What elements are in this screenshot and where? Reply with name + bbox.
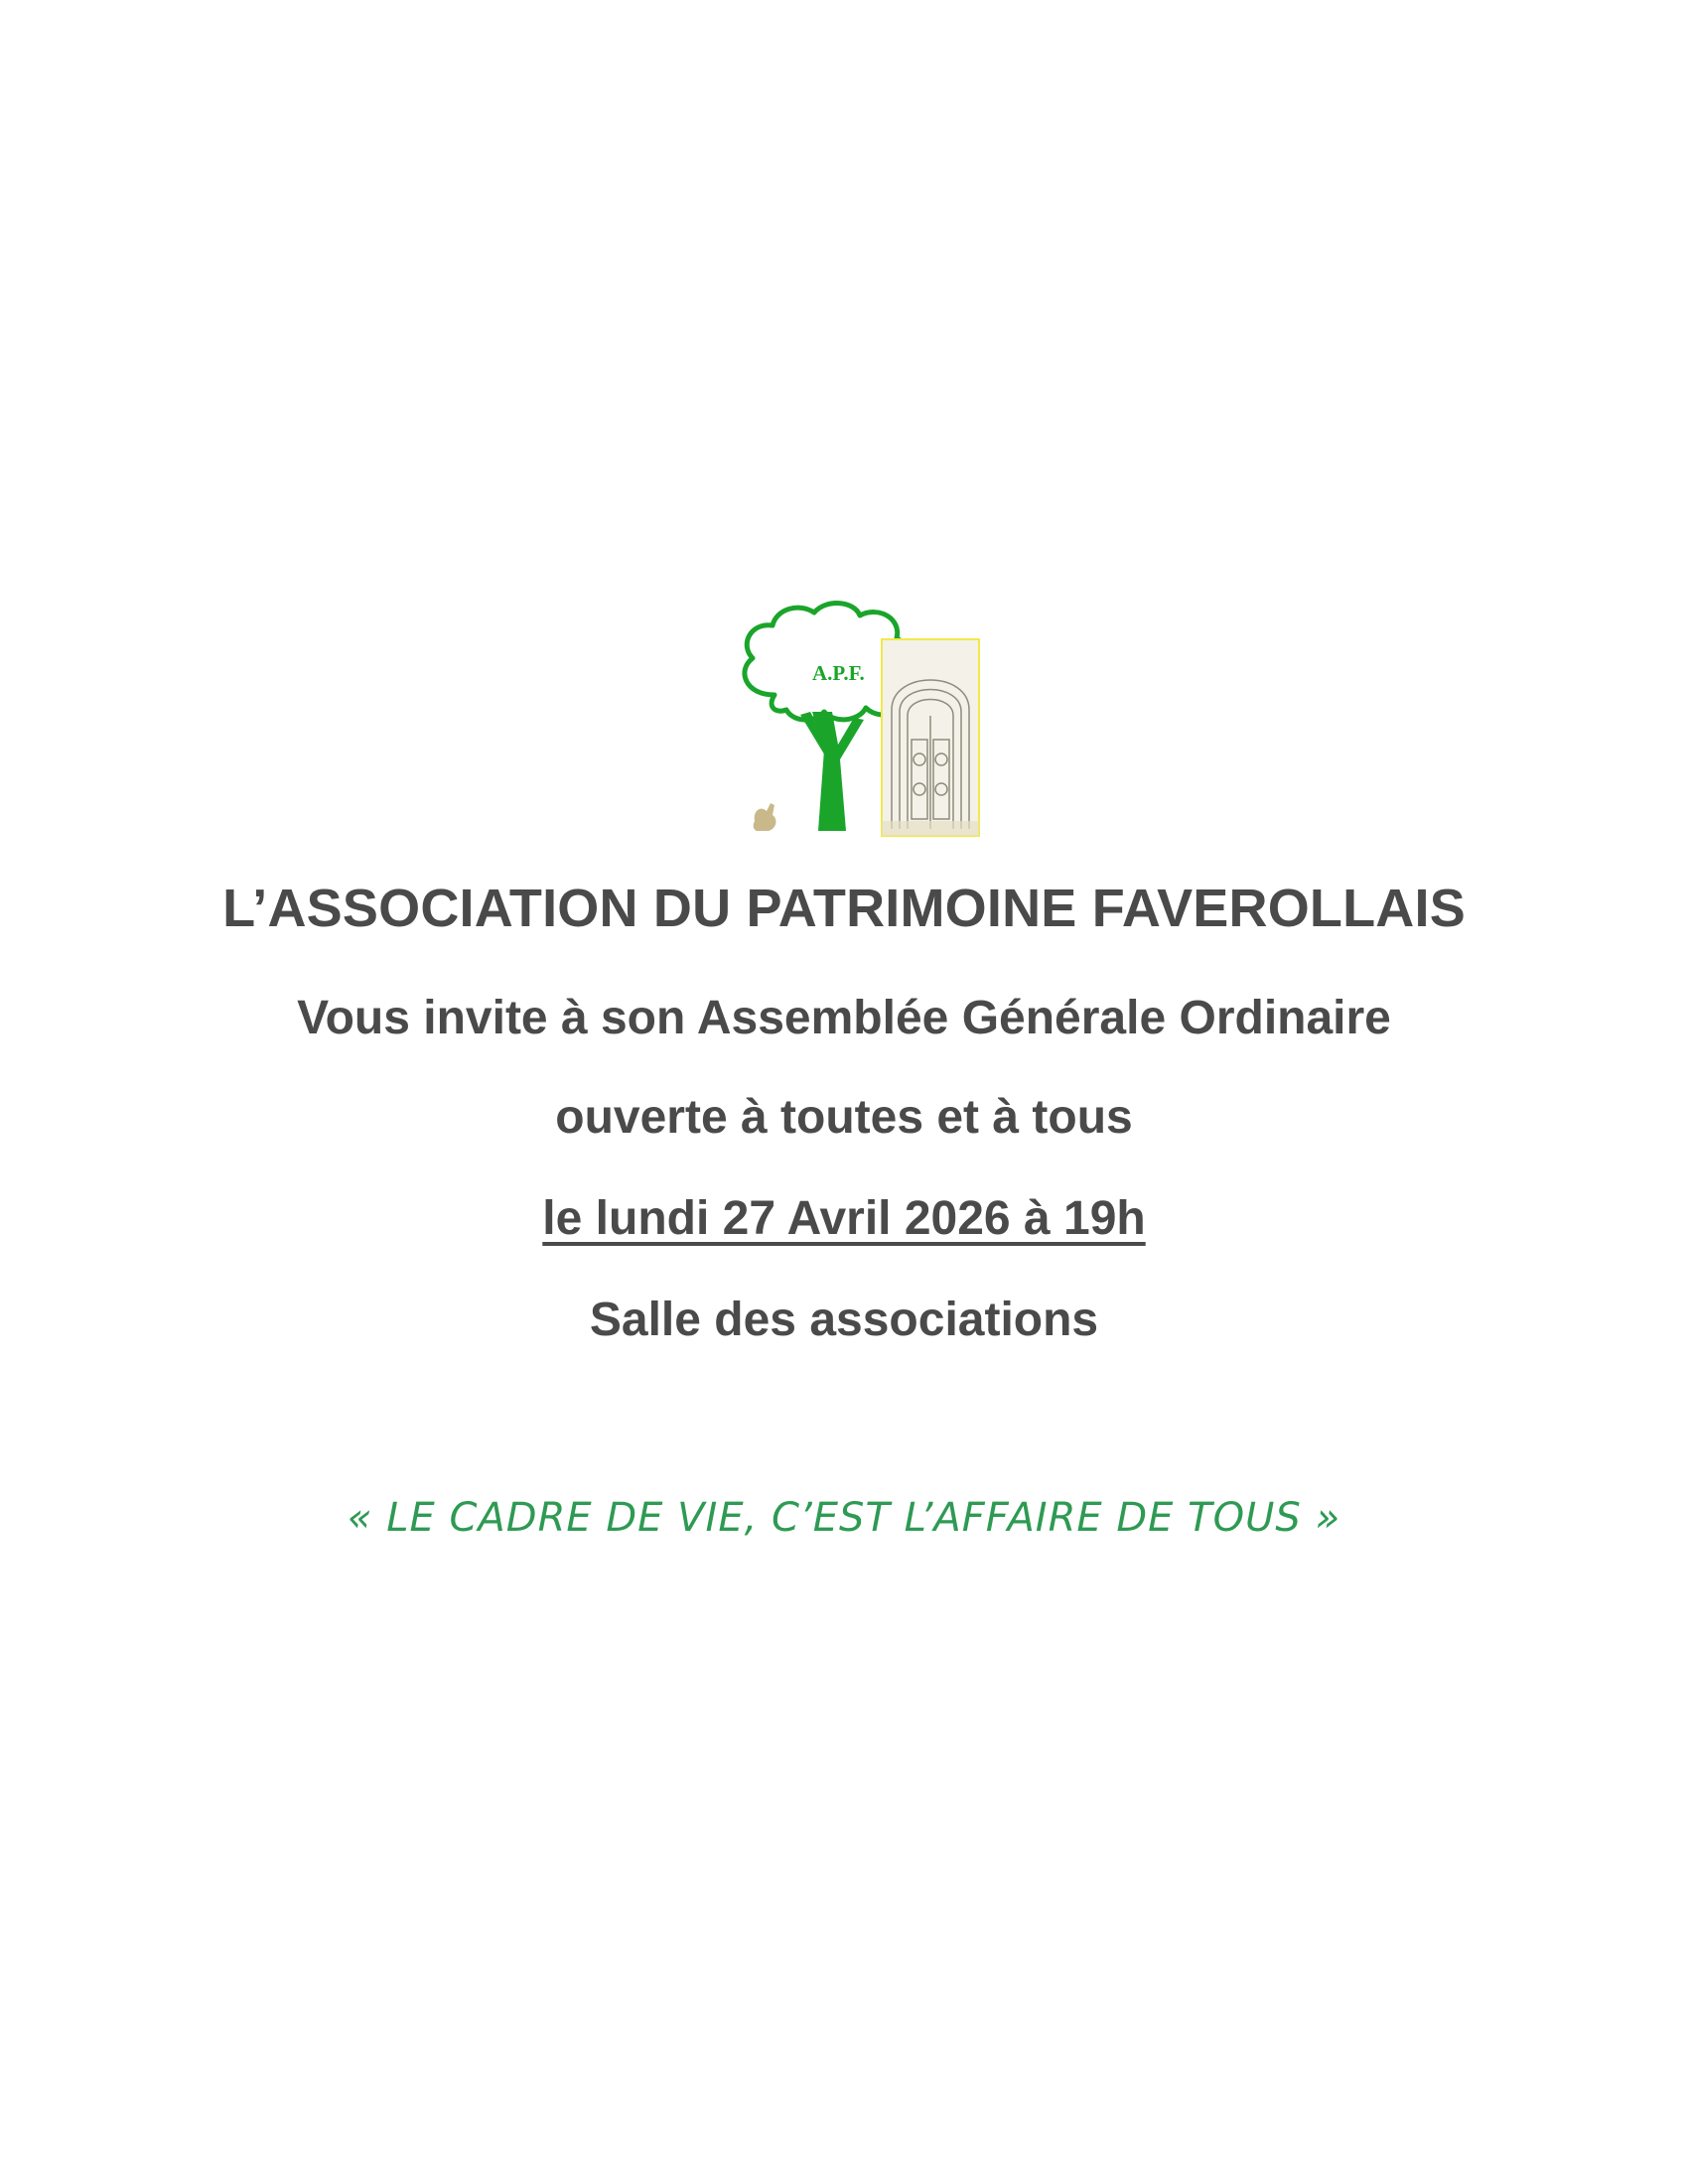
association-motto: « LE CADRE DE VIE, C’EST L’AFFAIRE DE TOUS » bbox=[347, 1495, 1341, 1541]
meeting-date: le lundi 27 Avril 2026 à 19h bbox=[542, 1192, 1146, 1245]
association-logo bbox=[715, 601, 983, 839]
logo-text: A.P.F. bbox=[812, 661, 865, 685]
association-title: L’ASSOCIATION DU PATRIMOINE FAVEROLLAIS bbox=[222, 879, 1466, 938]
tree-icon bbox=[715, 601, 983, 839]
invitation-line: Vous invite à son Assemblée Générale Ordinaire bbox=[297, 992, 1391, 1044]
meeting-date-line bbox=[0, 1191, 1688, 1246]
open-to-all-line: ouverte à toutes et à tous bbox=[555, 1091, 1133, 1144]
venue-line: Salle des associations bbox=[589, 1294, 1099, 1346]
